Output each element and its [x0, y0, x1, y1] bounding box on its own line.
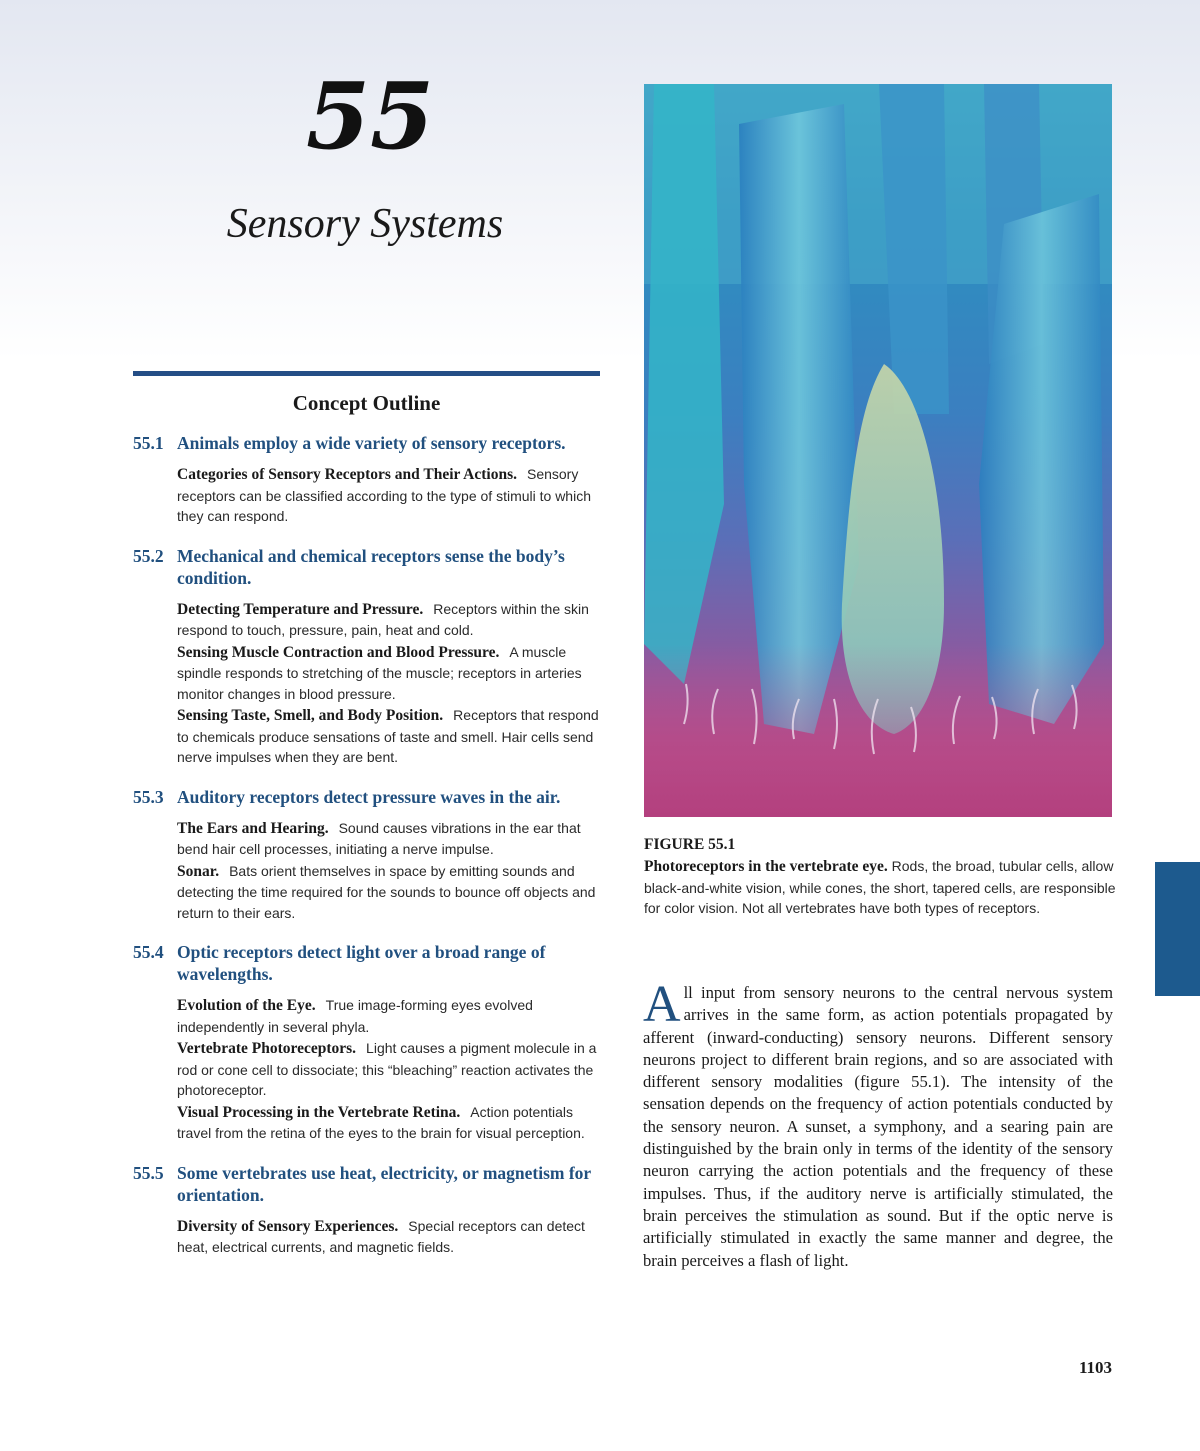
outline-entry	[177, 705, 603, 768]
section-heading	[133, 1162, 603, 1206]
entry-title: Evolution of the Eye.	[177, 997, 316, 1014]
section-title: Auditory receptors detect pressure waves in the air.	[177, 786, 561, 807]
figure-label: FIGURE 55.1	[644, 836, 736, 853]
outline-entry	[177, 599, 603, 641]
section-heading	[133, 432, 603, 454]
photoreceptor-micrograph	[644, 84, 1112, 817]
outline-section	[133, 1162, 603, 1258]
page-number: 1103	[1078, 1358, 1112, 1377]
entry-text: Receptors within the skin respond to touch, pressure, pain, heat and cold.	[177, 600, 589, 638]
section-number: 55.3	[133, 786, 164, 807]
section-title: Mechanical and chemical receptors sense the body’s condition.	[177, 545, 565, 588]
outline-rule	[133, 371, 600, 376]
entry-title: The Ears and Hearing.	[177, 819, 329, 837]
entry-text: Sensory receptors can be classified according to the type of stimuli to which they can respond.	[177, 466, 591, 524]
drop-cap: A	[643, 976, 681, 1033]
section-title: Some vertebrates use heat, electricity, or magnetism for orientation.	[177, 1162, 591, 1205]
outline-entry	[177, 861, 603, 924]
outline-section	[133, 941, 603, 1144]
figure-caption-title: Photoreceptors in the vertebrate eye.	[644, 858, 888, 875]
rod-cell-center	[739, 104, 859, 734]
entry-text: True image-forming eyes evolved independently in several phyla.	[177, 997, 533, 1035]
entry-text: Action potentials travel from the retina of the eyes to the brain for visual perception.	[177, 1103, 585, 1141]
section-heading	[133, 545, 603, 589]
figure-caption-text: Rods, the broad, tubular cells, allow black-and-white vision, while cones, the short, tapered cells, are responsible for color vision. Not all vertebrates have both types of receptors.	[644, 858, 1116, 916]
outline-entry	[177, 1038, 603, 1101]
entry-text: Light causes a pigment molecule in a rod or cone cell to dissociate; this “bleaching” reaction activates the photoreceptor.	[177, 1040, 597, 1098]
section-number: 55.5	[133, 1162, 164, 1183]
section-heading	[133, 786, 603, 808]
section-number: 55.2	[133, 545, 164, 566]
rod-cell-left	[644, 84, 724, 684]
entry-text: Bats orient themselves in space by emitting sounds and detecting the time required for the sounds to bounce off objects and return to their ears.	[177, 862, 596, 921]
outline-section	[133, 545, 603, 768]
section-number: 55.4	[133, 942, 164, 962]
outline-entry	[177, 1102, 603, 1144]
entry-text: Receptors that respond to chemicals produce sensations of taste and smell. Hair cells send nerve impulses when they are bent.	[177, 707, 599, 765]
micrograph-illustration	[644, 84, 1112, 817]
entry-text: Sound causes vibrations in the ear that bend hair cell processes, initiating a nerve impulse.	[177, 819, 581, 857]
concept-outline	[133, 432, 603, 1276]
entry-title: Sensing Taste, Smell, and Body Position.	[177, 707, 444, 724]
body-paragraph	[643, 976, 1113, 1272]
section-number: 55.1	[133, 433, 164, 453]
outline-heading: Concept Outline	[292, 391, 441, 415]
entry-title: Categories of Sensory Receptors and Their Actions.	[177, 466, 517, 483]
outline-section	[133, 432, 603, 527]
outline-entry	[177, 464, 603, 527]
entry-title: Detecting Temperature and Pressure.	[177, 600, 424, 618]
entry-title: Sensing Muscle Contraction and Blood Pressure.	[177, 643, 500, 661]
entry-title: Vertebrate Photoreceptors.	[177, 1040, 357, 1057]
body-text: ll input from sensory neurons to the central nervous system arrives in the same form, as action potentials propagated by afferent (inward-conducting) sensory neurons. Different sensory neurons project to different brain regions, and so are associated with different sensory modalities (figure 55.1). The intensity of the sensation depends on the frequency of action potentials conducted by the sensory neuron. A sunset, a symphony, and a searing pain are distinguished by the brain only in terms of the identity of the sensory neuron carrying the action potentials and the frequency of these impulses. Thus, if the auditory nerve is artificially stimulated, the brain perceives the stimulation as sound. But if the optic nerve is artificially stimulated in exactly the same manner and degree, the brain perceives a flash of light.	[643, 983, 1113, 1270]
entry-title: Sonar.	[177, 862, 220, 880]
outline-section	[133, 786, 603, 924]
outline-entry	[177, 1216, 603, 1258]
chapter-side-tab	[1155, 862, 1200, 996]
section-title: Optic receptors detect light over a broad range of wavelengths.	[177, 942, 546, 984]
chapter-number: 55	[305, 62, 435, 170]
outline-entry	[177, 995, 603, 1037]
outline-entry	[177, 642, 603, 705]
section-title: Animals employ a wide variety of sensory receptors.	[177, 433, 566, 453]
chapter-title: Sensory Systems	[226, 201, 504, 247]
entry-text: A muscle spindle responds to stretching of the muscle; receptors in arteries monitor changes in blood pressure.	[177, 643, 582, 702]
entry-text: Special receptors can detect heat, electrical currents, and magnetic fields.	[177, 1217, 585, 1255]
entry-title: Diversity of Sensory Experiences.	[177, 1217, 399, 1235]
entry-title: Visual Processing in the Vertebrate Retina.	[177, 1103, 461, 1121]
outline-entry	[177, 818, 603, 860]
rod-cell-top	[879, 84, 949, 414]
figure-caption	[644, 856, 1119, 919]
section-heading	[133, 941, 603, 985]
